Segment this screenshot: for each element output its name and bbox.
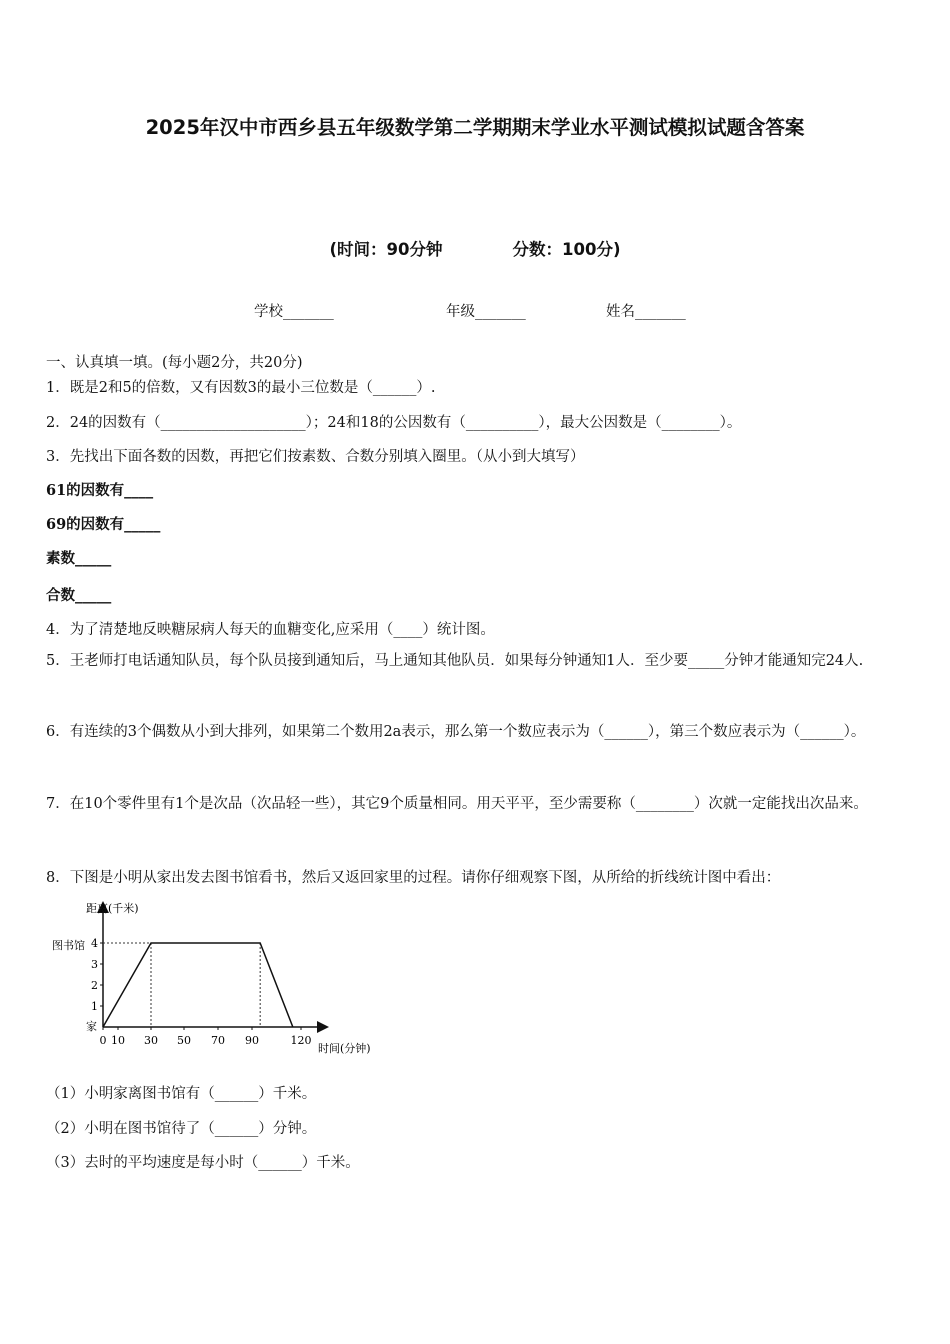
- y-tick-label: 4: [91, 937, 98, 950]
- y-origin-label: 家: [86, 1020, 97, 1033]
- question-3-prime: 素数_____: [46, 550, 112, 567]
- y-tick-label: 1: [91, 1000, 98, 1013]
- x-tick-label: 70: [211, 1034, 225, 1047]
- question-7: 7．在10个零件里有1个是次品（次品轻一些），其它9个质量相同。用天平平，至少需要称（________）次就一定能找出次品来。: [46, 796, 868, 812]
- y-top-label: 图书馆: [52, 939, 85, 952]
- x-tick-label: 0: [99, 1034, 107, 1047]
- exam-meta: [0, 236, 950, 260]
- exam-time: (时间：90分钟: [329, 240, 443, 259]
- x-tick-label: 90: [245, 1034, 259, 1047]
- distance-time-chart: [46, 896, 386, 1066]
- name-field[interactable]: 姓名_______: [606, 304, 686, 320]
- x-tick-label: 50: [177, 1034, 191, 1047]
- question-1: 1．既是2和5的倍数，又有因数3的最小三位数是（______）.: [46, 380, 436, 396]
- y-tick-label: 3: [91, 958, 98, 971]
- question-4: 4．为了清楚地反映糖尿病人每天的血糖变化,应采用（____）统计图。: [46, 622, 495, 638]
- question-3-part-69: 69的因数有_____: [46, 516, 161, 533]
- y-tick-label: 2: [91, 979, 98, 992]
- question-6: 6．有连续的3个偶数从小到大排列，如果第二个数用2a表示，那么第一个数应表示为（______），第三个数应表示为（______）。: [46, 724, 866, 740]
- grade-field[interactable]: 年级_______: [446, 304, 526, 320]
- section-heading: 一、认真填一填。(每小题2分，共20分): [46, 355, 303, 371]
- x-axis-label: 时间(分钟): [318, 1042, 371, 1055]
- y-axis-label: 距离(千米): [86, 902, 139, 915]
- page-title: 2025年汉中市西乡县五年级数学第二学期期末学业水平测试模拟试题含答案: [145, 116, 805, 139]
- x-tick-label: 120: [290, 1034, 312, 1047]
- x-tick-label: 10: [111, 1034, 125, 1047]
- series-line: [103, 943, 293, 1027]
- question-8-part-3: （3）去时的平均速度是每小时（______）千米。: [46, 1155, 360, 1171]
- x-tick-label: 30: [144, 1034, 158, 1047]
- question-3: 3．先找出下面各数的因数，再把它们按素数、合数分别填入圈里。（从小到大填写）: [46, 449, 585, 465]
- question-8-part-2: （2）小明在图书馆待了（______）分钟。: [46, 1121, 317, 1137]
- question-3-part-61: 61的因数有____: [46, 482, 154, 499]
- question-3-composite: 合数_____: [46, 587, 112, 604]
- exam-score: 分数：100分): [512, 240, 621, 259]
- question-2: 2．24的因数有（____________________）；24和18的公因数有（__________），最大公因数是（________）。: [46, 415, 742, 431]
- question-8-part-1: （1）小明家离图书馆有（______）千米。: [46, 1086, 317, 1102]
- question-8: 8．下图是小明从家出发去图书馆看书，然后又返回家里的过程。请你仔细观察下图，从所给的折线统计图中看出：: [46, 870, 781, 886]
- question-5: 5．王老师打电话通知队员，每个队员接到通知后，马上通知其他队员．如果每分钟通知1人．至少要_____分钟才能通知完24人.: [46, 653, 864, 669]
- school-field[interactable]: 学校_______: [254, 304, 334, 320]
